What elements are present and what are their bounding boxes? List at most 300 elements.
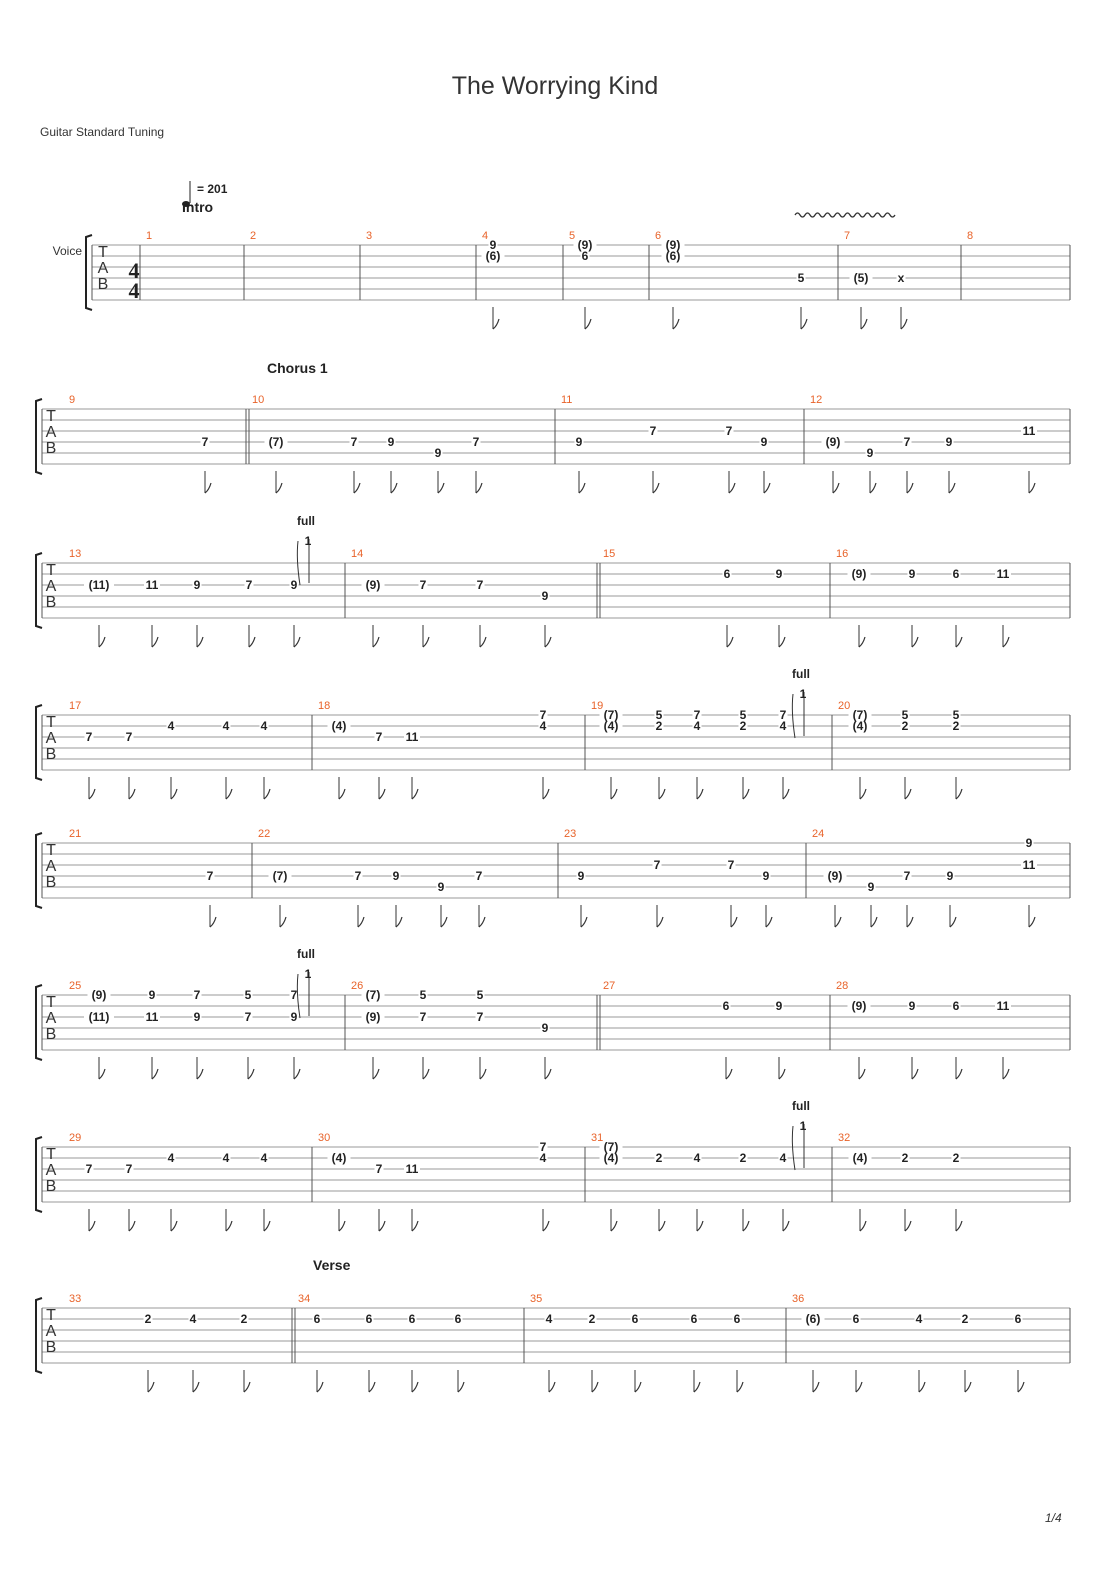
fret-number: 7	[476, 578, 484, 592]
note-flag	[912, 637, 918, 647]
measure-number: 33	[69, 1293, 82, 1305]
note-flag	[264, 1221, 270, 1231]
note-flag	[276, 483, 282, 493]
note-flag	[545, 1069, 551, 1079]
note-flag	[193, 1382, 199, 1392]
measure-number: 29	[69, 1132, 82, 1144]
measure-number: 12	[810, 394, 823, 406]
fret-number: 5	[952, 708, 960, 722]
note-flag	[99, 637, 105, 647]
fret-number: 9	[908, 999, 916, 1013]
note-flag	[835, 917, 841, 927]
note-flag	[1029, 483, 1035, 493]
note-flag	[476, 483, 482, 493]
note-flag	[949, 483, 955, 493]
note-flag	[585, 319, 591, 329]
note-flag	[244, 1382, 250, 1392]
note-flag	[694, 1382, 700, 1392]
note-flag	[549, 1382, 555, 1392]
fret-number: 9	[437, 880, 445, 894]
tab-clef-letter: T	[46, 714, 56, 731]
measure-number: 17	[69, 700, 82, 712]
tab-clef-letter: B	[45, 1178, 57, 1195]
fret-number: 7	[201, 435, 209, 449]
note-flag	[956, 1221, 962, 1231]
note-flag	[1003, 637, 1009, 647]
note-flag	[905, 1221, 911, 1231]
note-flag	[317, 1382, 323, 1392]
fret-number: 7	[903, 435, 911, 449]
fret-number: 9	[193, 1010, 201, 1024]
note-flag	[412, 1382, 418, 1392]
section-verse: Verse	[313, 1257, 351, 1273]
fret-number: (7)	[365, 988, 381, 1002]
measure-number: 27	[603, 980, 616, 992]
fret-number: 7	[354, 869, 362, 883]
note-flag	[919, 1382, 925, 1392]
tab-clef-letter: A	[45, 424, 57, 441]
fret-number: 2	[240, 1312, 248, 1326]
fret-number: 4	[189, 1312, 197, 1326]
fret-number: 7	[727, 858, 735, 872]
note-flag	[373, 1069, 379, 1079]
track-label: Voice	[52, 244, 82, 258]
tab-clef-letter: A	[45, 578, 57, 595]
note-flag	[152, 1069, 158, 1079]
measure-number: 6	[655, 230, 662, 242]
note-flag	[697, 789, 703, 799]
fret-number: 2	[739, 1151, 747, 1165]
fret-number: 7	[475, 869, 483, 883]
fret-number: 9	[867, 880, 875, 894]
fret-number: 9	[760, 435, 768, 449]
tab-system-7	[36, 1137, 1070, 1231]
measure-number: 5	[569, 230, 576, 242]
note-flag	[697, 1221, 703, 1231]
tab-clef-letter: T	[46, 562, 56, 579]
system-bracket	[36, 833, 42, 908]
fret-number: (9)	[365, 578, 381, 592]
note-flag	[412, 789, 418, 799]
measure-number: 21	[69, 828, 82, 840]
fret-number: 6	[690, 1312, 698, 1326]
measure-number: 8	[967, 230, 974, 242]
fret-number: 7	[539, 708, 547, 722]
measure-number: 13	[69, 548, 82, 560]
note-flag	[856, 1382, 862, 1392]
note-flag	[479, 917, 485, 927]
measure-number: 23	[564, 828, 577, 840]
measure-number: 25	[69, 980, 82, 992]
note-flag	[860, 789, 866, 799]
fret-number: 7	[649, 424, 657, 438]
note-flag	[912, 1069, 918, 1079]
bend-m25-label: full	[297, 947, 315, 961]
note-flag	[813, 1382, 819, 1392]
note-flag	[783, 1221, 789, 1231]
measure-number: 7	[844, 230, 851, 242]
note-flag	[379, 1221, 385, 1231]
note-flag	[480, 637, 486, 647]
note-flag	[148, 1382, 154, 1392]
note-flag	[871, 917, 877, 927]
fret-number: 7	[539, 1140, 547, 1154]
fret-number: 9	[1025, 836, 1033, 850]
bend-m25-amount: 1	[304, 967, 312, 981]
fret-number: 9	[541, 1021, 549, 1035]
fret-number: 5	[655, 708, 663, 722]
measure-number: 3	[366, 230, 373, 242]
fret-number: 6	[952, 999, 960, 1013]
note-flag	[833, 483, 839, 493]
note-flag	[956, 1069, 962, 1079]
fret-number: 4	[915, 1312, 923, 1326]
note-flag	[543, 789, 549, 799]
note-flag	[171, 1221, 177, 1231]
fret-number: (9)	[827, 869, 843, 883]
tab-system-2	[36, 399, 1070, 493]
bend-m19-label: full	[792, 667, 810, 681]
fret-number: 7	[779, 708, 787, 722]
fret-number: 4	[693, 719, 701, 733]
note-flag	[956, 637, 962, 647]
fret-number: 7	[375, 1162, 383, 1176]
note-flag	[1018, 1382, 1024, 1392]
fret-number: 6	[313, 1312, 321, 1326]
system-bracket	[36, 985, 42, 1060]
fret-number: 2	[901, 719, 909, 733]
section-chorus-1: Chorus 1	[267, 360, 328, 376]
fret-number: 9	[290, 578, 298, 592]
bend-m31-amount: 1	[799, 1119, 807, 1133]
fret-number: 6	[952, 567, 960, 581]
fret-number: (7)	[603, 708, 619, 722]
fret-number: 11	[145, 1010, 159, 1024]
note-flag	[592, 1382, 598, 1392]
note-flag	[354, 483, 360, 493]
note-flag	[373, 637, 379, 647]
fret-number: 4	[260, 719, 268, 733]
system-bracket	[86, 235, 92, 310]
fret-number: (4)	[852, 719, 868, 733]
fret-number: 5	[739, 708, 747, 722]
fret-number: 7	[472, 435, 480, 449]
note-flag	[581, 917, 587, 927]
note-flag	[423, 637, 429, 647]
tab-clef-letter: A	[45, 1323, 57, 1340]
tab-clef-letter: T	[46, 1307, 56, 1324]
note-flag	[205, 483, 211, 493]
fret-number: 7	[290, 988, 298, 1002]
fret-number: 11	[1022, 858, 1036, 872]
measure-number: 34	[298, 1293, 311, 1305]
note-flag	[635, 1382, 641, 1392]
measure-number: 4	[482, 230, 489, 242]
fret-number: 2	[901, 1151, 909, 1165]
fret-number: 4	[693, 1151, 701, 1165]
system-bracket	[36, 705, 42, 780]
fret-number: (7)	[272, 869, 288, 883]
measure-number: 19	[591, 700, 604, 712]
note-flag	[423, 1069, 429, 1079]
fret-number: (9)	[91, 988, 107, 1002]
fret-number: 7	[476, 1010, 484, 1024]
system-bracket	[36, 399, 42, 474]
fret-number: (6)	[805, 1312, 821, 1326]
note-flag	[89, 1221, 95, 1231]
note-flag	[480, 1069, 486, 1079]
fret-number: 6	[852, 1312, 860, 1326]
fret-number: 9	[575, 435, 583, 449]
note-flag	[861, 319, 867, 329]
fret-number: (4)	[852, 1151, 868, 1165]
measure-number: 22	[258, 828, 271, 840]
measure-number: 15	[603, 548, 616, 560]
note-flag	[129, 789, 135, 799]
measure-number: 14	[351, 548, 364, 560]
tab-clef-letter: T	[46, 842, 56, 859]
fret-number: (7)	[268, 435, 284, 449]
note-flag	[737, 1382, 743, 1392]
time-signature-top: 4	[128, 258, 140, 283]
fret-number: (11)	[88, 1010, 110, 1024]
fret-number: (4)	[331, 719, 347, 733]
fret-number: 11	[145, 578, 159, 592]
fret-number: 2	[739, 719, 747, 733]
note-flag	[339, 789, 345, 799]
fret-number: 4	[167, 1151, 175, 1165]
measure-number: 18	[318, 700, 331, 712]
tuning-label: Guitar Standard Tuning	[40, 125, 165, 139]
tab-clef-letter: A	[45, 730, 57, 747]
note-flag	[901, 319, 907, 329]
fret-number: 4	[539, 719, 547, 733]
fret-number: 7	[206, 869, 214, 883]
fret-number: 4	[539, 1151, 547, 1165]
note-flag	[1003, 1069, 1009, 1079]
note-flag	[294, 637, 300, 647]
measure-number: 10	[252, 394, 265, 406]
note-flag	[673, 319, 679, 329]
fret-number: 7	[125, 1162, 133, 1176]
note-flag	[579, 483, 585, 493]
note-flag	[783, 789, 789, 799]
fret-number: 6	[454, 1312, 462, 1326]
fret-number: 9	[866, 446, 874, 460]
note-flag	[779, 1069, 785, 1079]
fret-number: 2	[655, 1151, 663, 1165]
note-flag	[152, 637, 158, 647]
fret-number: x	[897, 271, 905, 285]
note-flag	[1029, 917, 1035, 927]
bend-m13-amount: 1	[304, 534, 312, 548]
fret-number: 4	[222, 719, 230, 733]
note-flag	[611, 1221, 617, 1231]
bend-m31-curve	[792, 1126, 795, 1170]
note-flag	[358, 917, 364, 927]
note-flag	[731, 917, 737, 927]
measure-number: 36	[792, 1293, 805, 1305]
fret-number: 9	[290, 1010, 298, 1024]
fret-number: 6	[365, 1312, 373, 1326]
fret-number: (4)	[603, 719, 619, 733]
measure-number: 1	[146, 230, 153, 242]
note-flag	[339, 1221, 345, 1231]
fret-number: 2	[655, 719, 663, 733]
measure-number: 11	[561, 394, 573, 406]
fret-number: 7	[419, 1010, 427, 1024]
note-flag	[766, 917, 772, 927]
note-flag	[743, 789, 749, 799]
bend-m19-amount: 1	[799, 687, 807, 701]
measure-number: 16	[836, 548, 849, 560]
note-flag	[89, 789, 95, 799]
fret-number: 9	[541, 589, 549, 603]
note-flag	[860, 1221, 866, 1231]
note-flag	[659, 789, 665, 799]
note-flag	[441, 917, 447, 927]
note-flag	[956, 789, 962, 799]
fret-number: 11	[405, 730, 419, 744]
tab-clef-letter: B	[45, 1026, 57, 1043]
fret-number: 6	[723, 567, 731, 581]
fret-number: 7	[375, 730, 383, 744]
tab-clef-letter: T	[46, 994, 56, 1011]
fret-number: 5	[476, 988, 484, 1002]
fret-number: 9	[148, 988, 156, 1002]
tab-clef-letter: B	[45, 874, 57, 891]
note-flag	[280, 917, 286, 927]
note-flag	[391, 483, 397, 493]
note-flag	[249, 637, 255, 647]
fret-number: 9	[577, 869, 585, 883]
note-flag	[226, 789, 232, 799]
fret-number: 6	[1014, 1312, 1022, 1326]
note-flag	[543, 1221, 549, 1231]
fret-number: 7	[725, 424, 733, 438]
tab-system-4	[36, 705, 1070, 799]
measure-number: 31	[591, 1132, 604, 1144]
fret-number: 2	[144, 1312, 152, 1326]
note-flag	[727, 637, 733, 647]
tab-clef-letter: T	[46, 408, 56, 425]
note-flag	[264, 789, 270, 799]
fret-number: 4	[260, 1151, 268, 1165]
measure-number: 35	[530, 1293, 543, 1305]
note-flag	[369, 1382, 375, 1392]
note-flag	[611, 789, 617, 799]
fret-number: 4	[779, 1151, 787, 1165]
note-flag	[129, 1221, 135, 1231]
bend-m31-label: full	[792, 1099, 810, 1113]
note-flag	[764, 483, 770, 493]
fret-number: 4	[222, 1151, 230, 1165]
fret-number: (4)	[331, 1151, 347, 1165]
fret-number: 9	[193, 578, 201, 592]
tab-clef-letter: B	[45, 1339, 57, 1356]
song-title: The Worrying Kind	[451, 72, 659, 100]
fret-number: 7	[693, 708, 701, 722]
fret-number: 5	[901, 708, 909, 722]
fret-number: 7	[85, 1162, 93, 1176]
fret-number: 4	[779, 719, 787, 733]
note-flag	[294, 1069, 300, 1079]
note-flag	[907, 917, 913, 927]
fret-number: 6	[733, 1312, 741, 1326]
measure-number: 2	[250, 230, 257, 242]
note-flag	[779, 637, 785, 647]
fret-number: (6)	[665, 249, 681, 263]
tab-clef-letter: B	[97, 276, 109, 293]
fret-number: (9)	[851, 999, 867, 1013]
fret-number: 5	[797, 271, 805, 285]
note-flag	[396, 917, 402, 927]
tab-clef-letter: A	[97, 260, 109, 277]
tab-clef-letter: A	[45, 1010, 57, 1027]
fret-number: (9)	[577, 238, 593, 252]
note-flag	[905, 789, 911, 799]
note-flag	[197, 1069, 203, 1079]
fret-number: 9	[387, 435, 395, 449]
tab-clef-letter: A	[45, 858, 57, 875]
fret-number: 2	[952, 719, 960, 733]
fret-number: 4	[545, 1312, 553, 1326]
fret-number: (9)	[851, 567, 867, 581]
fret-number: 7	[193, 988, 201, 1002]
note-flag	[801, 319, 807, 329]
note-flag	[859, 637, 865, 647]
fret-number: (6)	[485, 249, 501, 263]
fret-number: 7	[244, 1010, 252, 1024]
measure-number: 9	[69, 394, 76, 406]
note-flag	[859, 1069, 865, 1079]
note-flag	[545, 637, 551, 647]
fret-number: (7)	[603, 1140, 619, 1154]
note-flag	[965, 1382, 971, 1392]
note-flag	[210, 917, 216, 927]
note-flag	[729, 483, 735, 493]
fret-number: 11	[996, 567, 1010, 581]
vibrato-mark	[795, 213, 895, 217]
fret-number: 9	[489, 238, 497, 252]
bend-m13-label: full	[297, 514, 315, 528]
note-flag	[226, 1221, 232, 1231]
tab-clef-letter: T	[98, 244, 108, 261]
section-intro: Intro	[182, 199, 214, 215]
bend-m19-curve	[792, 694, 795, 738]
note-flag	[458, 1382, 464, 1392]
system-bracket	[36, 1137, 42, 1212]
fret-number: 11	[996, 999, 1010, 1013]
note-flag	[653, 483, 659, 493]
measure-number: 28	[836, 980, 849, 992]
time-signature-bottom: 4	[128, 278, 140, 303]
measure-number: 32	[838, 1132, 851, 1144]
note-flag	[907, 483, 913, 493]
fret-number: (7)	[852, 708, 868, 722]
measure-number: 30	[318, 1132, 331, 1144]
note-flag	[743, 1221, 749, 1231]
fret-number: (9)	[825, 435, 841, 449]
measure-number: 24	[812, 828, 825, 840]
note-flag	[726, 1069, 732, 1079]
fret-number: 7	[245, 578, 253, 592]
fret-number: 7	[903, 869, 911, 883]
note-flag	[438, 483, 444, 493]
fret-number: 9	[775, 567, 783, 581]
note-flag	[248, 1069, 254, 1079]
system-bracket	[36, 1298, 42, 1373]
